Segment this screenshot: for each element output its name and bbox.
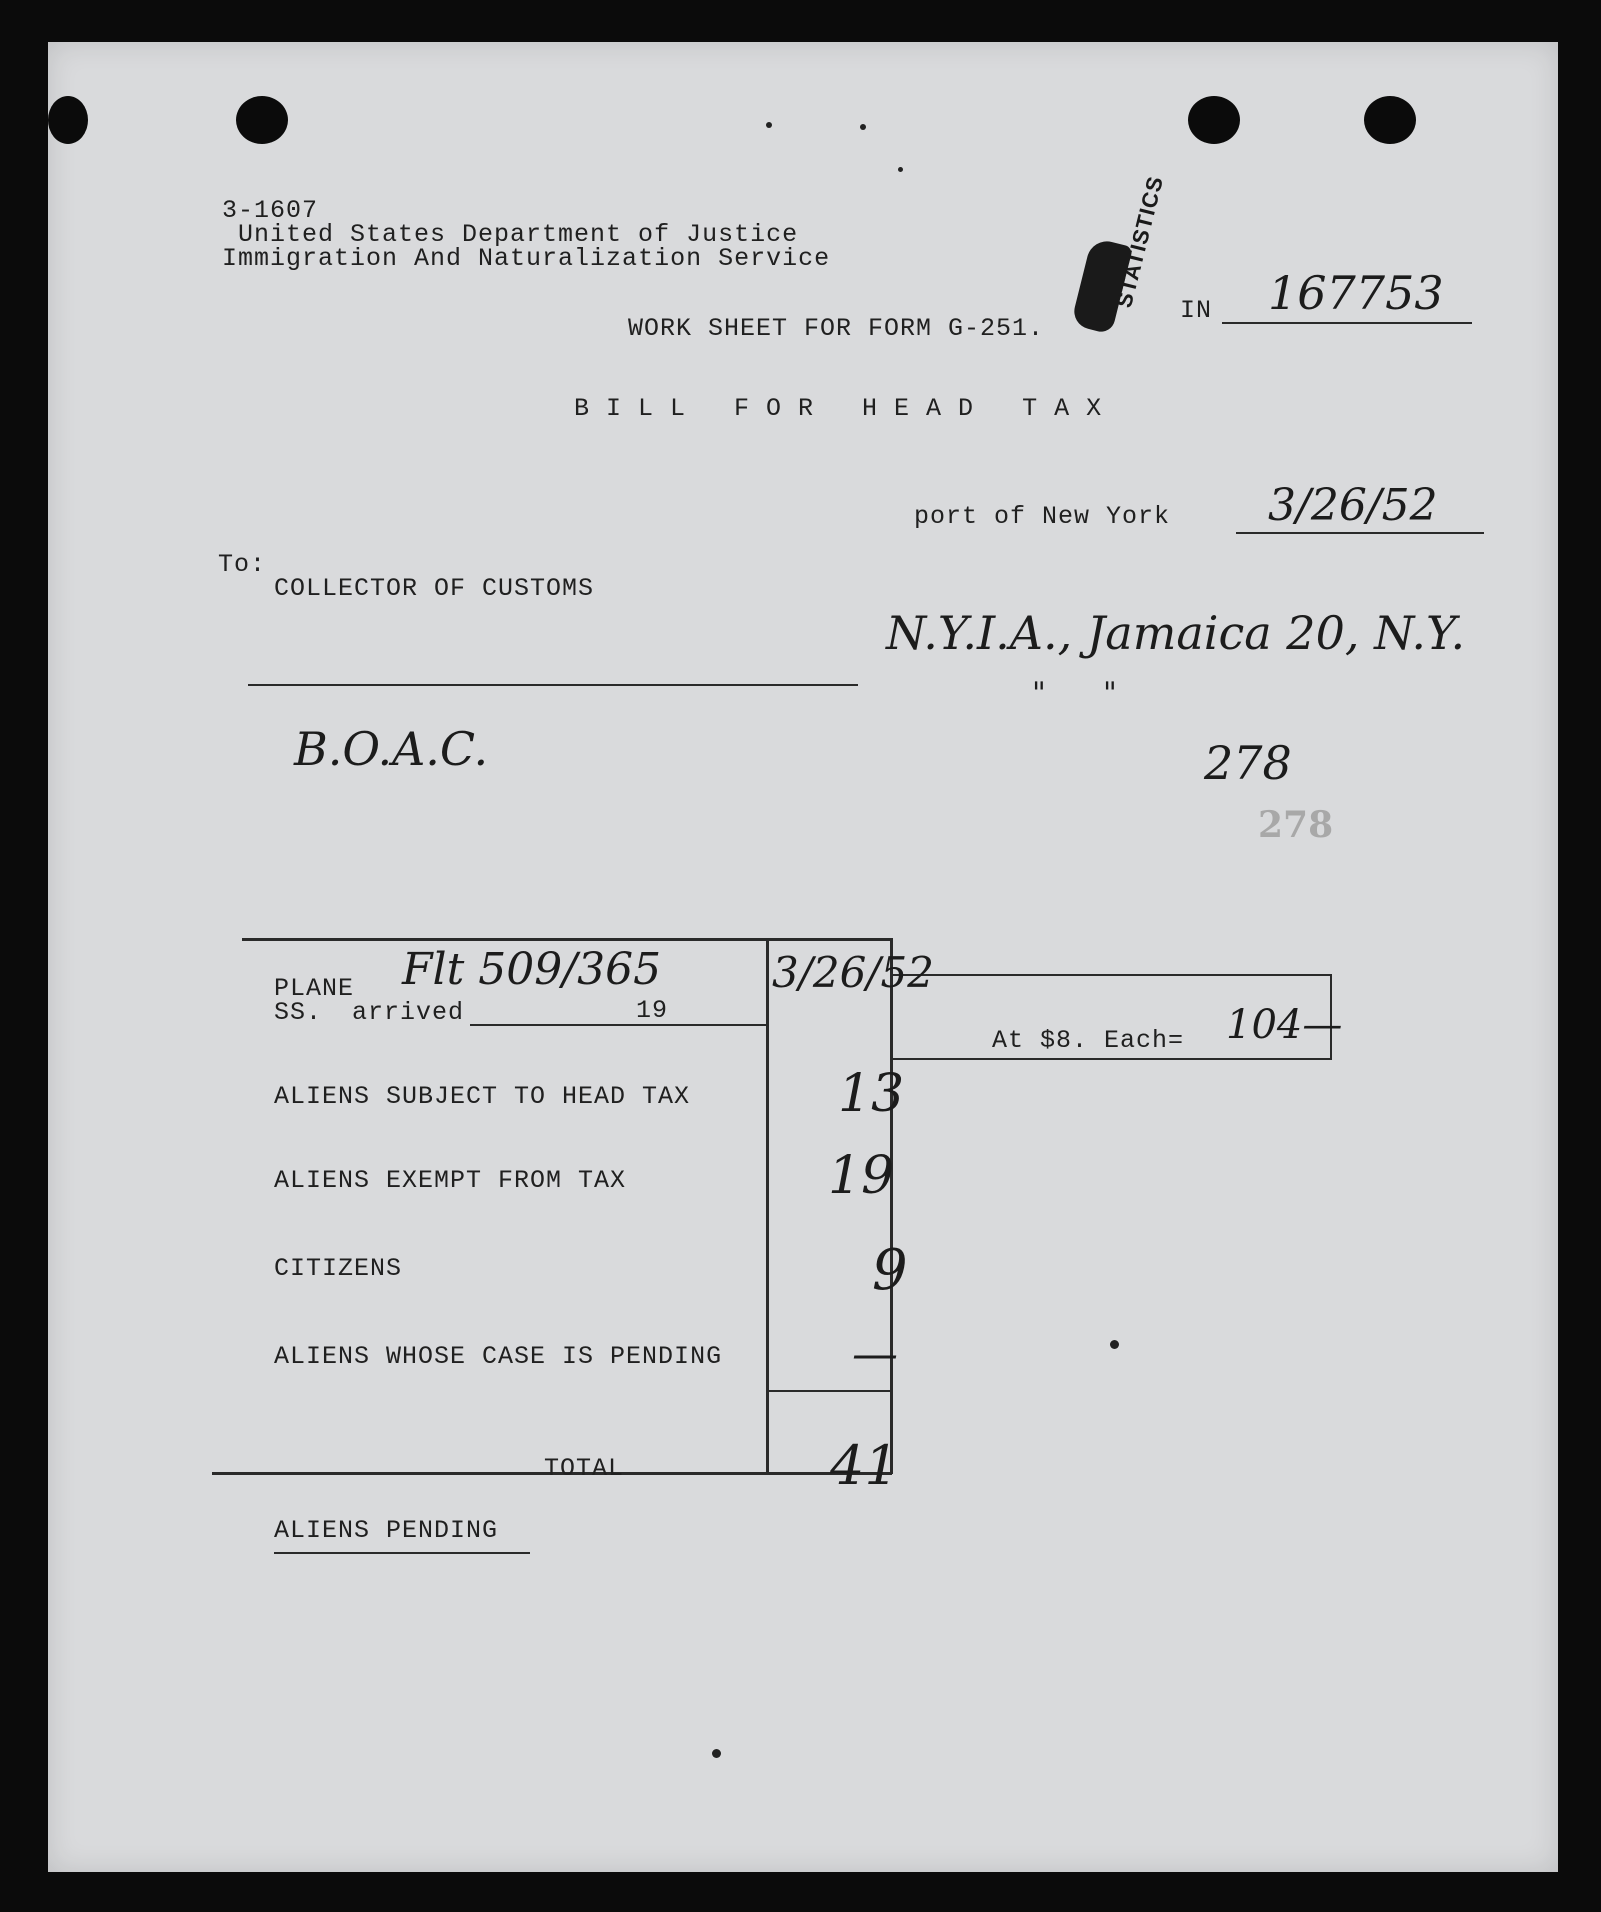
punch-hole <box>236 96 288 144</box>
punch-hole <box>1364 96 1416 144</box>
port-label: port of New York <box>914 502 1171 531</box>
carrier-handwritten: B.O.A.C. <box>294 722 489 776</box>
worksheet-title: WORK SHEET FOR FORM G-251. <box>628 314 1045 343</box>
department-name: United States Department of Justice <box>238 220 799 249</box>
in-label: IN <box>1180 296 1213 325</box>
location-number: 278 <box>1204 736 1292 790</box>
rate-box-bottom <box>892 1058 1332 1060</box>
plane-label: PLANE <box>274 974 355 1003</box>
form-number: 3-1607 <box>222 196 319 225</box>
ink-speck <box>1110 1340 1119 1349</box>
to-label: To: <box>218 550 267 579</box>
punch-hole <box>48 96 88 144</box>
punch-hole <box>1188 96 1240 144</box>
rate-text: At $8. Each= <box>992 1026 1185 1055</box>
location-ditto-marks: " " <box>1032 676 1117 711</box>
total-label: TOTAL <box>544 1454 625 1483</box>
row-label-exempt: ALIENS EXEMPT FROM TAX <box>274 1166 627 1195</box>
row-value-citizens: 9 <box>872 1238 908 1303</box>
port-date: 3/26/52 <box>1268 480 1438 531</box>
total-value: 41 <box>830 1434 899 1497</box>
in-number: 167753 <box>1268 266 1444 320</box>
collector-of-customs: COLLECTOR OF CUSTOMS <box>274 574 595 603</box>
service-name: Immigration And Naturalization Service <box>222 244 831 273</box>
location-handwritten: N.Y.I.A., Jamaica 20, N.Y. <box>886 606 1466 660</box>
row-value-exempt: 19 <box>828 1146 895 1206</box>
ink-speck <box>860 124 866 130</box>
aliens-pending-underline <box>274 1552 530 1554</box>
value-column-right-border <box>890 938 893 1474</box>
row-label-pending: ALIENS WHOSE CASE IS PENDING <box>274 1342 723 1371</box>
table-top-border <box>242 938 892 941</box>
value-column-left-border <box>766 938 769 1474</box>
row-value-subject-to-tax: 13 <box>838 1064 905 1124</box>
ss-label: SS. <box>274 998 323 1027</box>
addressee-line <box>248 684 858 686</box>
document-sheet <box>48 42 1558 1872</box>
year-prefix: 19 <box>636 996 669 1025</box>
faded-number: 278 <box>1258 804 1334 846</box>
in-number-underline <box>1222 322 1472 324</box>
arrival-date: 3/26/52 <box>772 948 934 997</box>
total-separator <box>768 1390 892 1392</box>
arrived-label: arrived <box>352 998 465 1027</box>
ink-speck <box>898 167 903 172</box>
arrived-underline <box>470 1024 766 1026</box>
flight-number: Flt 509/365 <box>402 944 662 995</box>
row-label-citizens: CITIZENS <box>274 1254 403 1283</box>
row-value-pending: — <box>852 1326 898 1380</box>
ink-speck <box>766 122 772 128</box>
rate-amount: 104— <box>1226 1002 1343 1048</box>
aliens-pending-label: ALIENS PENDING <box>274 1516 499 1545</box>
bill-title: B I L L F O R H E A D T A X <box>574 394 1103 423</box>
row-label-subject-to-tax: ALIENS SUBJECT TO HEAD TAX <box>274 1082 691 1111</box>
statistics-stamp: STATISTICS <box>1071 179 1150 335</box>
port-date-underline <box>1236 532 1484 534</box>
rate-box-top <box>892 974 1332 976</box>
ink-speck <box>712 1749 721 1758</box>
